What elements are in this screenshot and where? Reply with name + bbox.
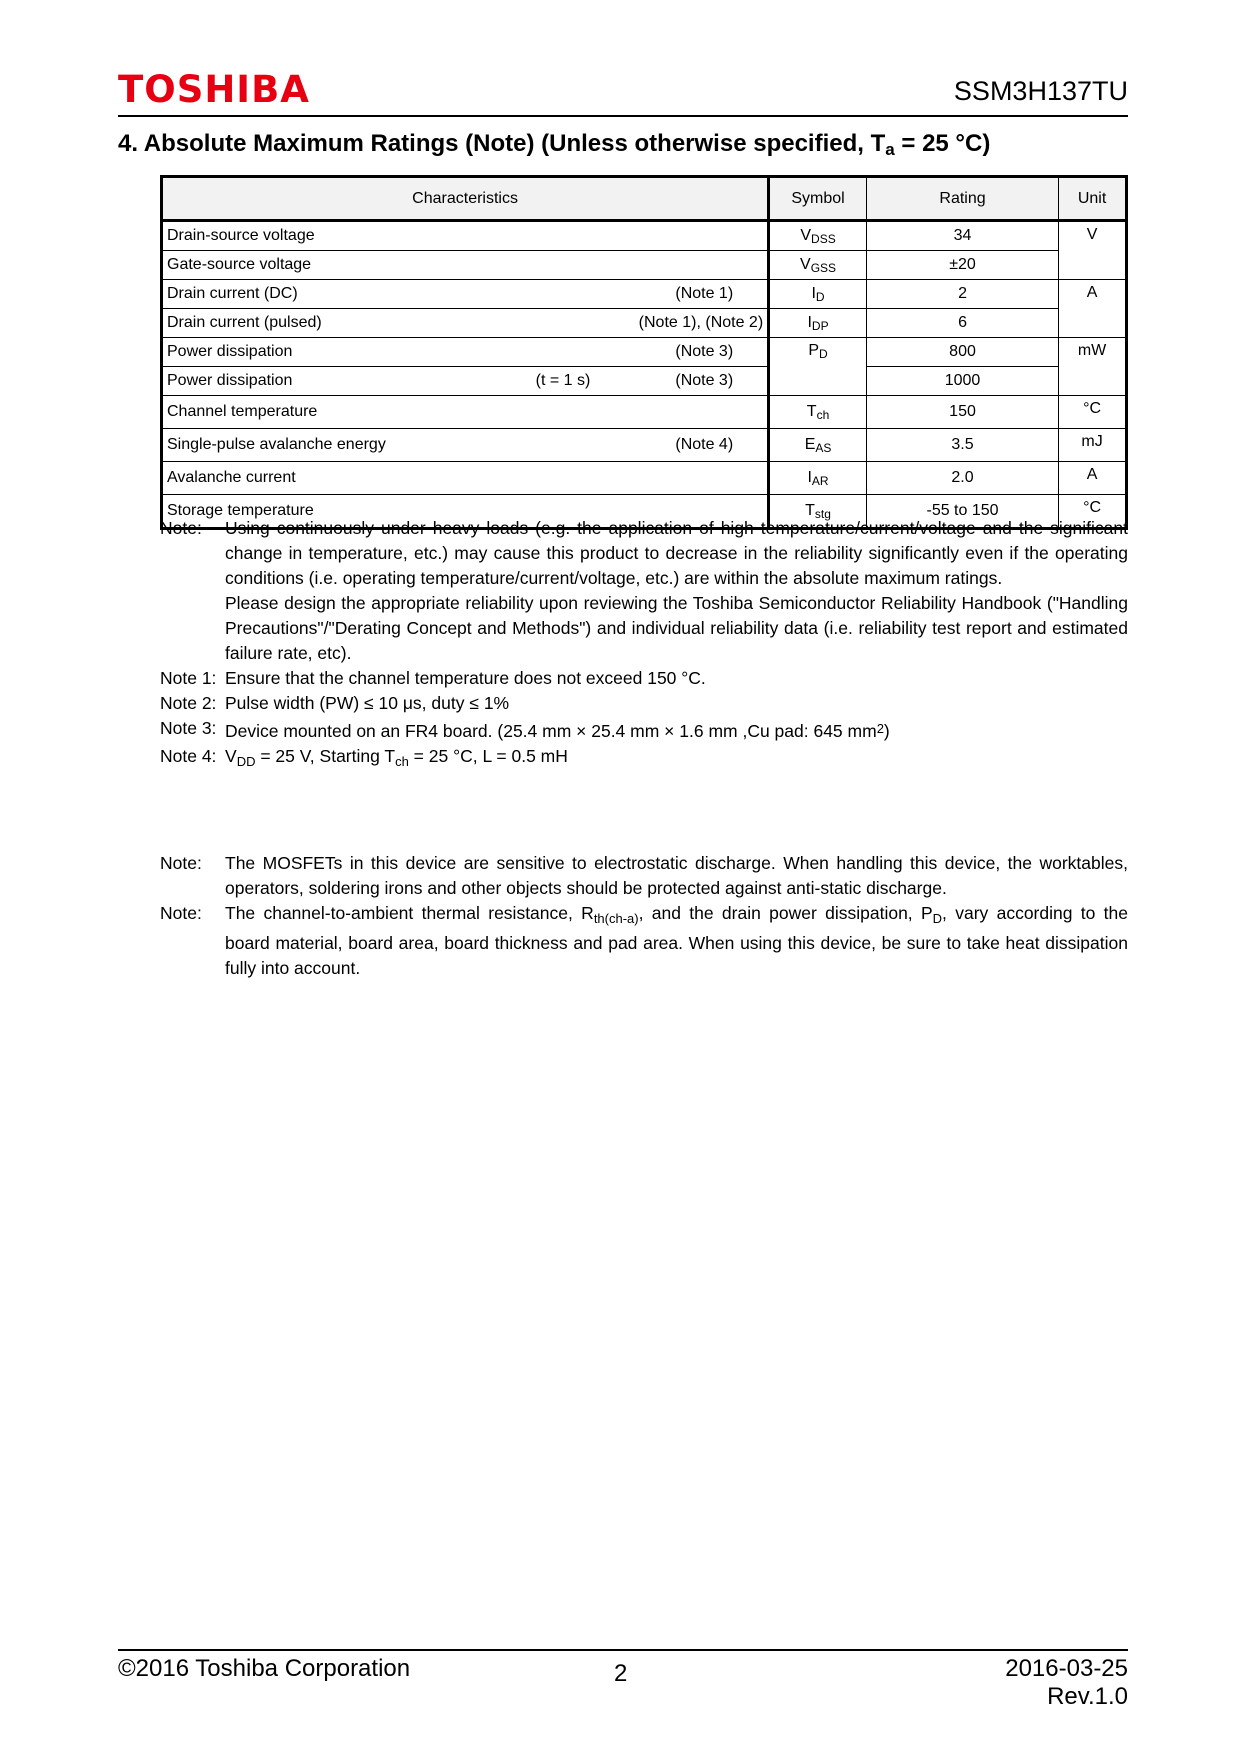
thermal-part-a: The channel-to-ambient thermal resistance, R	[225, 903, 594, 923]
handling-notes	[160, 851, 1128, 981]
header-characteristics: Characteristics	[162, 177, 769, 221]
note-thermal-text	[225, 901, 1128, 981]
char-label: Power dissipation	[167, 372, 293, 389]
table-row	[162, 338, 1127, 367]
note-3-label: Note 3:	[160, 718, 217, 738]
char-label: Drain current (DC)	[167, 285, 298, 302]
row-characteristic	[162, 251, 769, 280]
row-unit: mW	[1059, 338, 1127, 396]
table-row	[162, 221, 1127, 251]
note-3-superscript: 2	[876, 721, 884, 736]
char-label: Avalanche current	[167, 469, 296, 486]
char-label: Power dissipation	[167, 343, 293, 360]
toshiba-logo: TOSHIBA	[118, 68, 310, 111]
symbol-subscript: AR	[811, 473, 829, 488]
row-rating: 3.5	[866, 429, 1058, 462]
thermal-sub-a: th(ch-a)	[593, 911, 639, 926]
symbol-subscript: D	[815, 289, 825, 304]
section-title	[118, 131, 990, 160]
row-rating: 34	[866, 221, 1058, 251]
table-header-row	[162, 177, 1127, 221]
symbol-subscript: ch	[816, 407, 830, 422]
part-number: SSM3H137TU	[953, 76, 1128, 106]
char-condition: (t = 1 s)	[535, 372, 591, 389]
row-characteristic	[162, 221, 769, 251]
row-symbol	[769, 309, 867, 338]
row-symbol	[769, 396, 867, 429]
table-row	[162, 280, 1127, 309]
note-paragraph-2: Please design the appropriate reliability upon reviewing the Toshiba Semiconductor Reliability Handbook ("Handling Precautions"/"Derating Concept and Methods") and individual reliability data (i.e. reliability test report and estimated failure rate, etc).	[225, 593, 1128, 663]
symbol-letter: I	[807, 313, 812, 331]
symbol-subscript: DSS	[811, 231, 836, 246]
footer-revision: Rev.1.0	[1047, 1683, 1128, 1710]
symbol-subscript: DP	[811, 318, 829, 333]
row-unit: A	[1059, 462, 1127, 495]
note-3-body: Device mounted on an FR4 board. (25.4 mm × 25.4 mm × 1.6 mm ,Cu pad: 645 mm	[225, 721, 877, 741]
note-3-end: )	[883, 721, 890, 741]
row-unit: mJ	[1059, 429, 1127, 462]
note-1	[160, 666, 1128, 691]
row-unit: °C	[1059, 396, 1127, 429]
footer-rule	[118, 1649, 1128, 1651]
char-note: (Note 1)	[675, 285, 734, 302]
ratings-notes	[160, 516, 1128, 774]
note-4-sub-a: DD	[236, 754, 256, 769]
symbol-letter: P	[808, 342, 820, 359]
table-row	[162, 251, 1127, 280]
row-rating: 1000	[866, 367, 1058, 396]
row-symbol	[769, 338, 867, 396]
row-unit: A	[1059, 280, 1127, 338]
note-1-text: Ensure that the channel temperature does not exceed 150 °C.	[225, 668, 706, 688]
table-row	[162, 367, 1127, 396]
char-note: (Note 1), (Note 2)	[638, 314, 764, 331]
symbol-letter: T	[806, 402, 817, 420]
note-esd	[160, 851, 1128, 901]
note-paragraph-1: Using continuously under heavy loads (e.g. the application of high temperature/current/voltage and the significant change in temperature, etc.) may cause this product to decrease in the reliability significantly even if the operating conditions (i.e. operating temperature/current/voltage, etc.) are within the absolute maximum ratings.	[225, 518, 1128, 588]
note-3	[160, 716, 1128, 744]
table-row	[162, 396, 1127, 429]
row-unit: V	[1059, 221, 1127, 280]
row-characteristic	[162, 429, 769, 462]
char-label: Single-pulse avalanche energy	[167, 436, 386, 453]
symbol-letter: T	[805, 501, 815, 519]
note-4-label: Note 4:	[160, 746, 217, 766]
symbol-subscript: AS	[815, 440, 832, 455]
row-symbol	[769, 429, 867, 462]
symbol-subscript: GSS	[810, 260, 837, 275]
note-text	[225, 516, 1128, 666]
row-characteristic	[162, 309, 769, 338]
header-rule	[118, 115, 1128, 117]
note-esd-label: Note:	[160, 853, 202, 873]
char-note: (Note 3)	[675, 343, 734, 360]
row-characteristic	[162, 462, 769, 495]
row-symbol	[769, 280, 867, 309]
row-rating: 150	[866, 396, 1058, 429]
table-row	[162, 462, 1127, 495]
note-1-label: Note 1:	[160, 668, 217, 688]
footer-copyright: ©2016 Toshiba Corporation	[118, 1655, 411, 1682]
row-characteristic	[162, 396, 769, 429]
symbol-letter: V	[800, 255, 811, 273]
section-title-suffix: = 25 °C)	[894, 130, 991, 157]
row-symbol	[769, 221, 867, 251]
thermal-part-b: , and the drain power dissipation, P	[638, 903, 933, 923]
char-note: (Note 4)	[675, 436, 734, 453]
note-4	[160, 744, 1128, 774]
char-note: (Note 3)	[675, 372, 734, 389]
note-2-label: Note 2:	[160, 693, 217, 713]
row-rating: 6	[866, 309, 1058, 338]
header-unit: Unit	[1059, 177, 1127, 221]
note-4-sub-b: ch	[395, 754, 409, 769]
header-symbol: Symbol	[769, 177, 867, 221]
note-2-text: Pulse width (PW) ≤ 10 μs, duty ≤ 1%	[225, 693, 510, 713]
row-rating: 2	[866, 280, 1058, 309]
note-main	[160, 516, 1128, 666]
thermal-part-c: , vary according to the board material, board area, board thickness and pad area. When using this device, be sure to take heat dissipation fully into account.	[225, 903, 1128, 978]
char-label: Drain-source voltage	[167, 227, 315, 244]
char-label: Storage temperature	[167, 502, 314, 519]
char-label: Channel temperature	[167, 403, 318, 420]
note-thermal	[160, 901, 1128, 981]
section-title-prefix: 4. Absolute Maximum Ratings (Note) (Unless otherwise specified, T	[118, 130, 886, 157]
note-4-part-c: = 25 °C, L = 0.5 mH	[408, 746, 568, 766]
symbol-letter: E	[804, 435, 816, 453]
symbol-subscript: D	[819, 347, 828, 361]
note-4-part-b: = 25 V, Starting T	[255, 746, 396, 766]
thermal-sub-b: D	[932, 911, 943, 926]
row-symbol	[769, 251, 867, 280]
symbol-letter: I	[811, 284, 816, 302]
row-rating: -55 to 150	[866, 495, 1058, 529]
row-characteristic	[162, 280, 769, 309]
row-characteristic	[162, 338, 769, 367]
row-characteristic	[162, 367, 769, 396]
header-rating: Rating	[866, 177, 1058, 221]
row-unit: °C	[1059, 495, 1127, 529]
char-label: Drain current (pulsed)	[167, 314, 322, 331]
symbol-letter: I	[807, 468, 812, 486]
row-rating: 2.0	[866, 462, 1058, 495]
footer-page-number: 2	[614, 1660, 628, 1687]
section-title-subscript: a	[885, 140, 895, 159]
note-label: Note:	[160, 518, 202, 538]
note-2	[160, 691, 1128, 716]
table-row	[162, 309, 1127, 338]
note-3-text	[225, 716, 1128, 744]
row-rating: 800	[866, 338, 1058, 367]
note-4-text	[225, 744, 1128, 774]
row-symbol	[769, 462, 867, 495]
footer-date: 2016-03-25	[1005, 1655, 1128, 1682]
row-rating: ±20	[866, 251, 1058, 280]
table-row	[162, 429, 1127, 462]
note-4-part-a: V	[225, 746, 237, 766]
note-esd-text: The MOSFETs in this device are sensitive to electrostatic discharge. When handling this device, the worktables, operators, soldering irons and other objects should be protected against anti-static discharge.	[225, 853, 1128, 898]
note-thermal-label: Note:	[160, 903, 202, 923]
symbol-letter: V	[800, 226, 812, 244]
symbol-subscript: stg	[814, 506, 831, 521]
absolute-max-ratings-table	[160, 175, 1128, 530]
char-label: Gate-source voltage	[167, 256, 312, 273]
